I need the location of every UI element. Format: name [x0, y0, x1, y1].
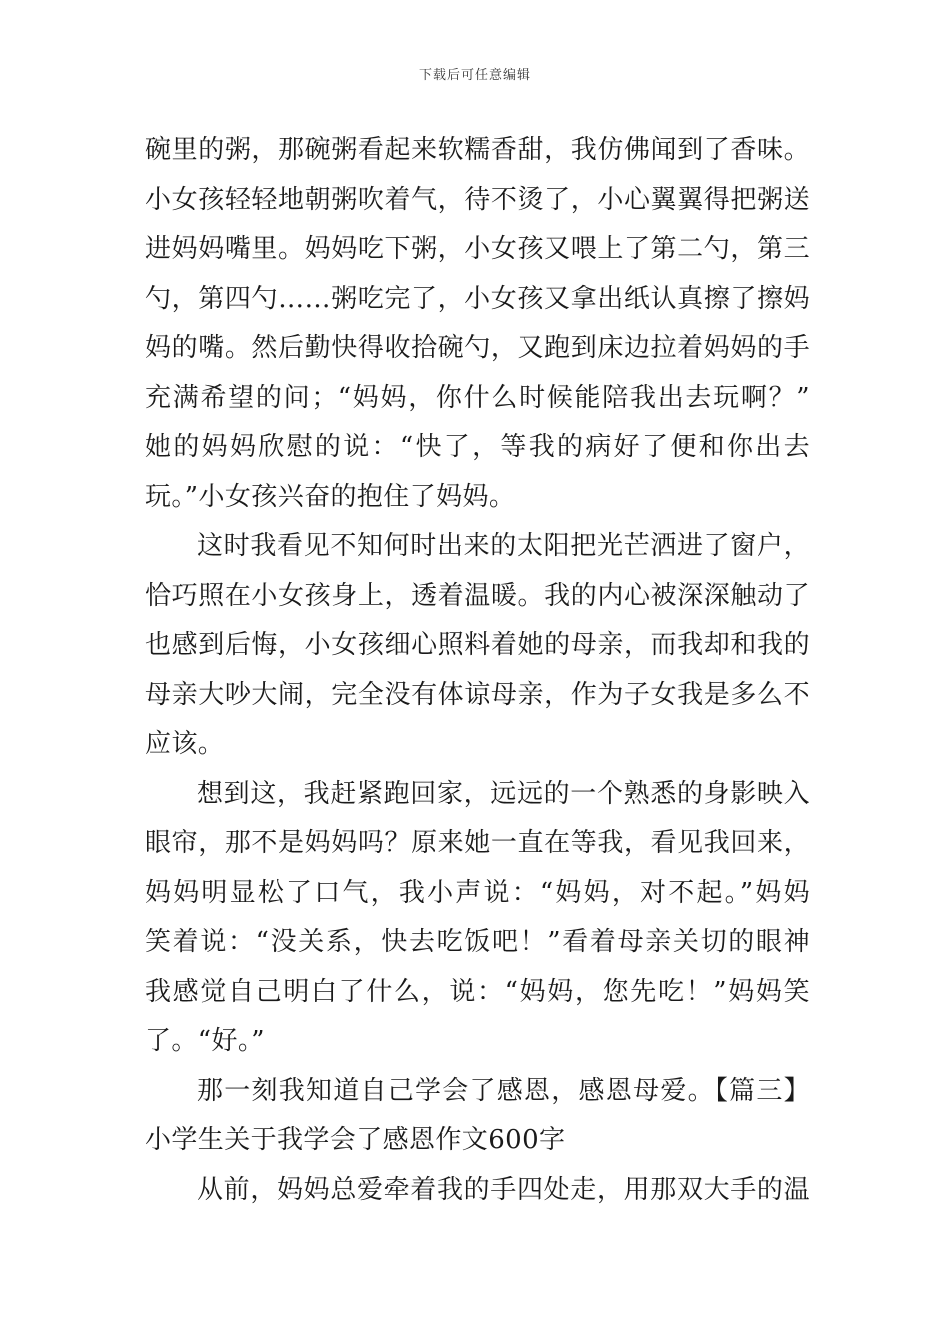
text-line: 进妈妈嘴里。妈妈吃下粥，小女孩又喂上了第二勺，第三 [145, 234, 810, 264]
text-line: 应该。 [145, 729, 225, 759]
text-line: 小女孩轻轻地朝粥吹着气，待不烫了，小心翼翼得把粥送 [145, 184, 810, 215]
text-line: 妈的嘴。然后勤快得收拾碗勺，又跑到床边拉着妈妈的手 [145, 333, 810, 363]
text-line: 也感到后悔，小女孩细心照料着她的母亲，而我却和我的 [145, 630, 810, 660]
text-line: 从前，妈妈总爱牵着我的手四处走，用那双大手的温 [197, 1174, 810, 1205]
text-line: 这时我看见不知何时出来的太阳把光芒洒进了窗户， [197, 531, 810, 561]
text-line: 那一刻我知道自己学会了感恩，感恩母爱。【篇三】 [197, 1075, 810, 1106]
text-line: 恰巧照在小女孩身上，透着温暖。我的内心被深深触动了 [145, 580, 810, 611]
page-header: 下载后可任意编辑 [418, 68, 531, 83]
text-line: 眼帘，那不是妈妈吗？原来她一直在等我，看见我回来， [145, 828, 810, 858]
document-body [145, 126, 810, 1215]
text-line: 母亲大吵大闹，完全没有体谅母亲，作为子女我是多么不 [145, 679, 810, 710]
text-line: 充满希望的问；“妈妈，你什么时候能陪我出去玩啊？” [145, 382, 810, 413]
text-line: 妈妈明显松了口气，我小声说：“妈妈，对不起。”妈妈 [145, 877, 810, 908]
text-line: 笑着说：“没关系，快去吃饭吧！”看着母亲关切的眼神 [145, 927, 810, 957]
text-line: 想到这，我赶紧跑回家，远远的一个熟悉的身影映入 [197, 778, 810, 809]
text-line: 玩。”小女孩兴奋的抱住了妈妈。 [145, 481, 516, 512]
text-line: 她的妈妈欣慰的说：“快了，等我的病好了便和你出去 [145, 432, 810, 462]
text-line: 我感觉自己明白了什么，说：“妈妈，您先吃！”妈妈笑 [145, 976, 810, 1007]
section-title-line: 小学生关于我学会了感恩作文600字 [145, 1125, 566, 1155]
text-line: 碗里的粥，那碗粥看起来软糯香甜，我仿佛闻到了香味。 [145, 135, 810, 165]
text-line: 勺，第四勺……粥吃完了，小女孩又拿出纸认真擦了擦妈 [145, 283, 810, 314]
text-line: 了。“好。” [145, 1026, 265, 1056]
